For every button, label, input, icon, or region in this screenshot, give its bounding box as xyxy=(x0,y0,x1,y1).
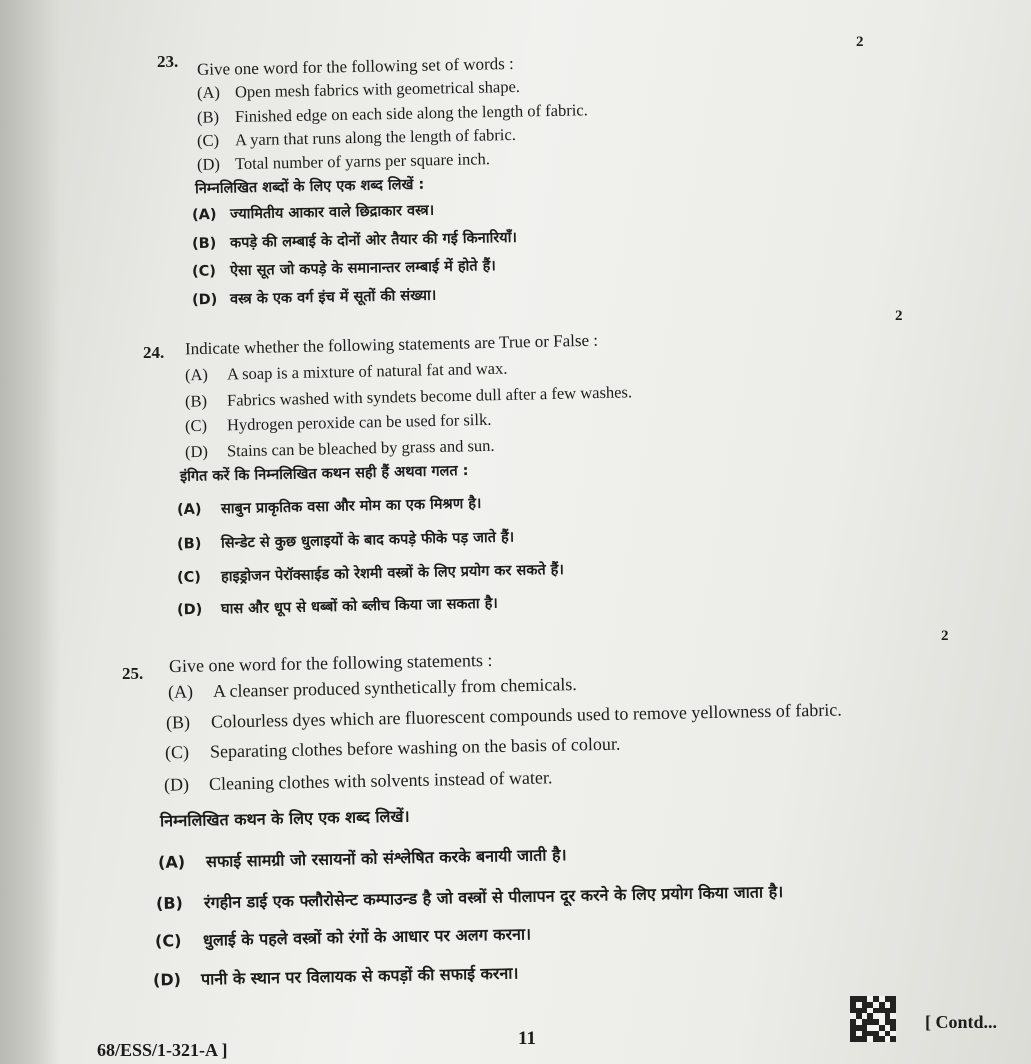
option-tag: (A) xyxy=(167,681,194,702)
option-text: सिन्डेट से कुछ धुलाइयों के बाद कपड़े फीके पड़ जाते हैं। xyxy=(220,529,515,552)
q24-marks: 2 xyxy=(895,308,903,324)
option-text: कपड़े की लम्बाई के दोनों ओर तैयार की गई किनारियाँ। xyxy=(229,229,518,252)
option-tag: (C) xyxy=(176,569,202,587)
option-text: A yarn that runs along the length of fabric. xyxy=(234,124,517,150)
paper-code: 68/ESS/1-321-A ] xyxy=(97,1040,228,1060)
option-tag: (C) xyxy=(184,415,208,436)
option-text: हाइड्रोजन पेरॉक्साईड को रेशमी वस्त्रों के लिए प्रयोग कर सकते हैं। xyxy=(220,561,565,586)
option-tag: (B) xyxy=(184,391,208,411)
q23-option-a-en xyxy=(197,77,520,103)
q25-option-b-hi xyxy=(156,880,784,914)
option-text: Stains can be bleached by grass and sun. xyxy=(226,435,495,461)
option-text: A cleanser produced synthetically from chemicals. xyxy=(212,674,578,702)
q23-option-c-hi xyxy=(192,255,496,281)
q23-option-a-hi xyxy=(192,200,435,225)
option-text: Open mesh fabrics with geometrical shape. xyxy=(234,76,521,102)
option-tag: (C) xyxy=(191,263,217,280)
option-text: पानी के स्थान पर विलायक से कपड़ों की सफाई करना। xyxy=(200,963,519,989)
q23-marks: 2 xyxy=(856,34,864,50)
option-tag: (D) xyxy=(191,291,218,309)
q25-option-b-en xyxy=(166,700,842,734)
q23-option-b-hi xyxy=(192,227,517,253)
q24-option-d-hi xyxy=(177,593,498,620)
q24-option-a-hi xyxy=(177,493,482,519)
option-tag: (D) xyxy=(163,774,190,795)
page-number: 11 xyxy=(518,1028,536,1049)
q25-option-d-hi xyxy=(153,961,519,990)
option-tag: (D) xyxy=(184,441,209,462)
option-text: A soap is a mixture of natural fat and wax. xyxy=(226,358,508,384)
option-text: Total number of yarns per square inch. xyxy=(234,149,491,174)
option-tag: (B) xyxy=(196,107,220,127)
q24-option-b-hi xyxy=(177,526,515,553)
option-text: ज्यामितीय आकार वाले छिद्राकार वस्त्र। xyxy=(229,202,435,223)
q24-option-c-en xyxy=(185,410,492,436)
option-text: Cleaning clothes with solvents instead of water. xyxy=(208,767,553,794)
option-tag: (A) xyxy=(191,206,217,224)
q23-option-d-hi xyxy=(192,285,437,310)
q23-option-c-en xyxy=(197,125,516,151)
q23-question-en: Give one word for the following set of words : xyxy=(196,53,514,80)
option-text: रंगहीन डाई एक फ्लौरोसेन्ट कम्पाउन्ड है जो वस्त्रों से पीलापन दूर करने के लिए प्रयोग किया जाता है। xyxy=(203,881,784,913)
option-tag: (D) xyxy=(152,969,182,990)
option-tag: (C) xyxy=(164,741,190,763)
option-text: Fabrics washed with syndets become dull after a few washes. xyxy=(226,382,633,410)
option-text: धुलाई के पहले वस्त्रों को रंगों के आधार पर अलग करना। xyxy=(202,924,532,950)
q24-number: 24. xyxy=(143,343,165,362)
q24-option-c-hi xyxy=(177,559,564,587)
q25-option-c-en xyxy=(165,734,621,764)
option-tag: (B) xyxy=(155,893,184,914)
q24-question-en: Indicate whether the following statements are True or False : xyxy=(184,330,599,359)
option-text: वस्त्र के एक वर्ग इंच में सूतों की संख्या। xyxy=(229,287,437,308)
option-tag: (A) xyxy=(157,852,186,872)
q25-question-hi: निम्नलिखित कथन के लिए एक शब्द लिखें। xyxy=(159,806,410,831)
option-tag: (A) xyxy=(196,82,221,103)
option-text: सफाई सामग्री जो रसायनों को संश्लेषित करके बनायी जाती है। xyxy=(205,845,567,871)
q23-number: 23. xyxy=(157,52,179,71)
q24-option-b-en xyxy=(185,382,632,411)
option-text: घास और धूप से धब्बों को ब्लीच किया जा सकता है। xyxy=(220,595,498,618)
q23-option-b-en xyxy=(197,100,588,127)
option-text: ऐसा सूत जो कपड़े के समानान्तर लम्बाई में होते हैं। xyxy=(229,258,496,280)
q25-option-a-hi xyxy=(158,843,567,873)
option-tag: (B) xyxy=(165,712,191,733)
q25-option-d-en xyxy=(164,767,553,795)
option-tag: (D) xyxy=(176,601,203,619)
q25-marks: 2 xyxy=(941,628,949,644)
q24-question-hi: इंगित करें कि निम्नलिखित कथन सही हैं अथवा गलत : xyxy=(179,462,469,486)
q23-option-d-en xyxy=(197,149,490,175)
option-text: साबुन प्राकृतिक वसा और मोम का एक मिश्रण है। xyxy=(220,495,482,518)
option-text: Finished edge on each side along the length of fabric. xyxy=(234,100,588,127)
option-tag: (A) xyxy=(184,364,209,385)
continued-label: [ Contd... xyxy=(925,1012,998,1032)
page-shadow xyxy=(0,0,60,1064)
option-tag: (B) xyxy=(176,536,202,553)
option-text: Hydrogen peroxide can be used for silk. xyxy=(226,409,492,435)
q23-question-hi: निम्नलिखित शब्दों के लिए एक शब्द लिखें : xyxy=(194,176,425,198)
option-tag: (B) xyxy=(191,235,217,253)
q25-number: 25. xyxy=(122,664,144,683)
option-text: Colourless dyes which are fluorescent compounds used to remove yellowness of fabric. xyxy=(210,699,842,732)
q25-question-en: Give one word for the following statements : xyxy=(168,649,493,677)
option-tag: (C) xyxy=(196,130,220,151)
q25-option-c-hi xyxy=(155,922,531,951)
q24-option-d-en xyxy=(185,436,495,462)
q24-option-a-en xyxy=(185,359,508,386)
option-tag: (D) xyxy=(196,154,221,174)
option-text: Separating clothes before washing on the basis of colour. xyxy=(209,733,621,762)
option-tag: (C) xyxy=(154,931,182,951)
option-tag: (A) xyxy=(176,501,202,519)
q25-option-a-en xyxy=(168,674,577,703)
qr-code-icon xyxy=(850,996,896,1042)
